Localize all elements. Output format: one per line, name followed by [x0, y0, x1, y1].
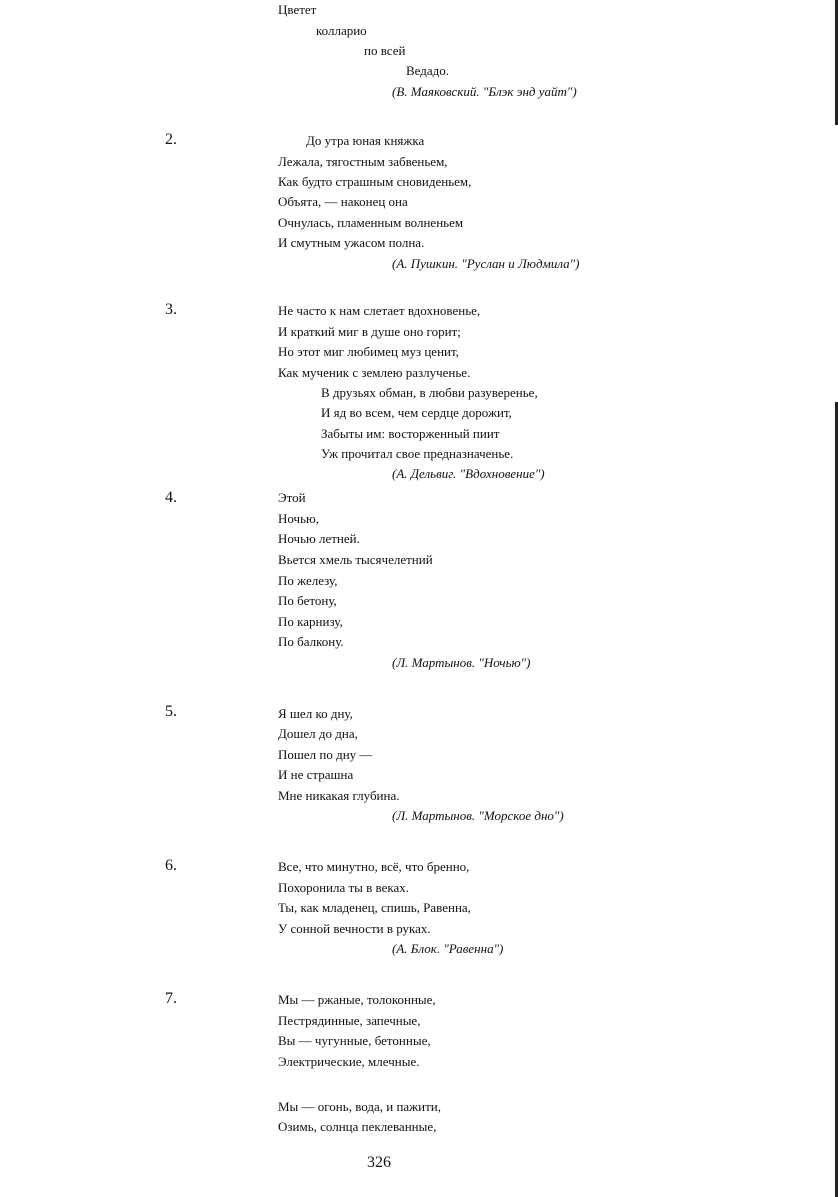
poem-line: До утра юная княжка [306, 133, 425, 148]
poem-line: Вы — чугунные, бетонные, [278, 1033, 431, 1048]
poem-line: Похоронила ты в веках. [278, 880, 410, 895]
poem-line: Не часто к нам слетает вдохновенье, [278, 303, 481, 318]
poem-number: 7. [165, 990, 177, 1007]
poem-citation: (Л. Мартынов. "Морское дно") [392, 808, 564, 823]
poem-line: По бетону, [278, 593, 337, 608]
poem-citation: (А. Пушкин. "Руслан и Людмила") [392, 256, 580, 271]
poem-line: У сонной вечности в руках. [278, 921, 431, 936]
poem-line: Цветет [278, 2, 317, 17]
poem-line: Мы — огонь, вода, и пажити, [278, 1099, 442, 1114]
poem-citation: (А. Дельвиг. "Вдохновение") [392, 466, 545, 481]
poem-line: Мне никакая глубина. [278, 788, 400, 803]
poem-line: Забыты им: восторженный пиит [321, 426, 500, 441]
poem-line: По балкону. [278, 634, 344, 649]
poem-line: Как будто страшным сновиденьем, [278, 174, 472, 189]
poem-line: Объята, — наконец она [278, 194, 408, 209]
poem-line: Как мученик с землею разлученье. [278, 365, 471, 380]
poem-line: И яд во всем, чем сердце дорожит, [321, 405, 512, 420]
poem-line: И смутным ужасом полна. [278, 235, 425, 250]
poem-line: Уж прочитал свое предназначенье. [321, 446, 514, 461]
poem-line: колларио [316, 23, 367, 38]
poem-line: Все, что минутно, всё, что бренно, [278, 859, 470, 874]
poem-line: Озимь, солнца пеклеванные, [278, 1119, 437, 1134]
poem-line: И краткий миг в душе оно горит; [278, 324, 461, 339]
poem-line: По железу, [278, 573, 338, 588]
poem-line: Я шел ко дну, [278, 706, 353, 721]
poem-line: Вьется хмель тысячелетний [278, 552, 433, 567]
poem-number: 4. [165, 489, 177, 506]
poem-citation: (А. Блок. "Равенна") [392, 941, 504, 956]
poem-line: по всей [364, 43, 406, 58]
poem-number: 6. [165, 857, 177, 874]
poem-number: 2. [165, 131, 177, 148]
poem-line: Ты, как младенец, спишь, Равенна, [278, 900, 471, 915]
poem-line: Ведадо. [406, 63, 450, 78]
poem-number: 5. [165, 703, 177, 720]
poem-line: Пестрядинные, запечные, [278, 1013, 421, 1028]
poem-line: Но этот миг любимец муз ценит, [278, 344, 459, 359]
poem-line: Этой [278, 490, 306, 505]
poem-citation: (В. Маяковский. "Блэк энд уайт") [392, 84, 577, 99]
poem-line: Пошел по дну — [278, 747, 373, 762]
poem-line: По карнизу, [278, 614, 343, 629]
poem-line: Мы — ржаные, толоконные, [278, 992, 436, 1007]
poem-line: Электрические, млечные. [278, 1054, 420, 1069]
poem-line: Дошел до дна, [278, 726, 358, 741]
page-number: 326 [367, 1154, 391, 1171]
poem-line: Ночью, [278, 511, 319, 526]
poem-line: Ночью летней. [278, 531, 360, 546]
poem-number: 3. [165, 301, 177, 318]
poem-line: В друзьях обман, в любви разуверенье, [321, 385, 538, 400]
poem-line: Лежала, тягостным забвеньем, [278, 154, 448, 169]
poem-line: Очнулась, пламенным волненьем [278, 215, 464, 230]
poem-line: И не страшна [278, 767, 354, 782]
poem-citation: (Л. Мартынов. "Ночью") [392, 655, 531, 670]
